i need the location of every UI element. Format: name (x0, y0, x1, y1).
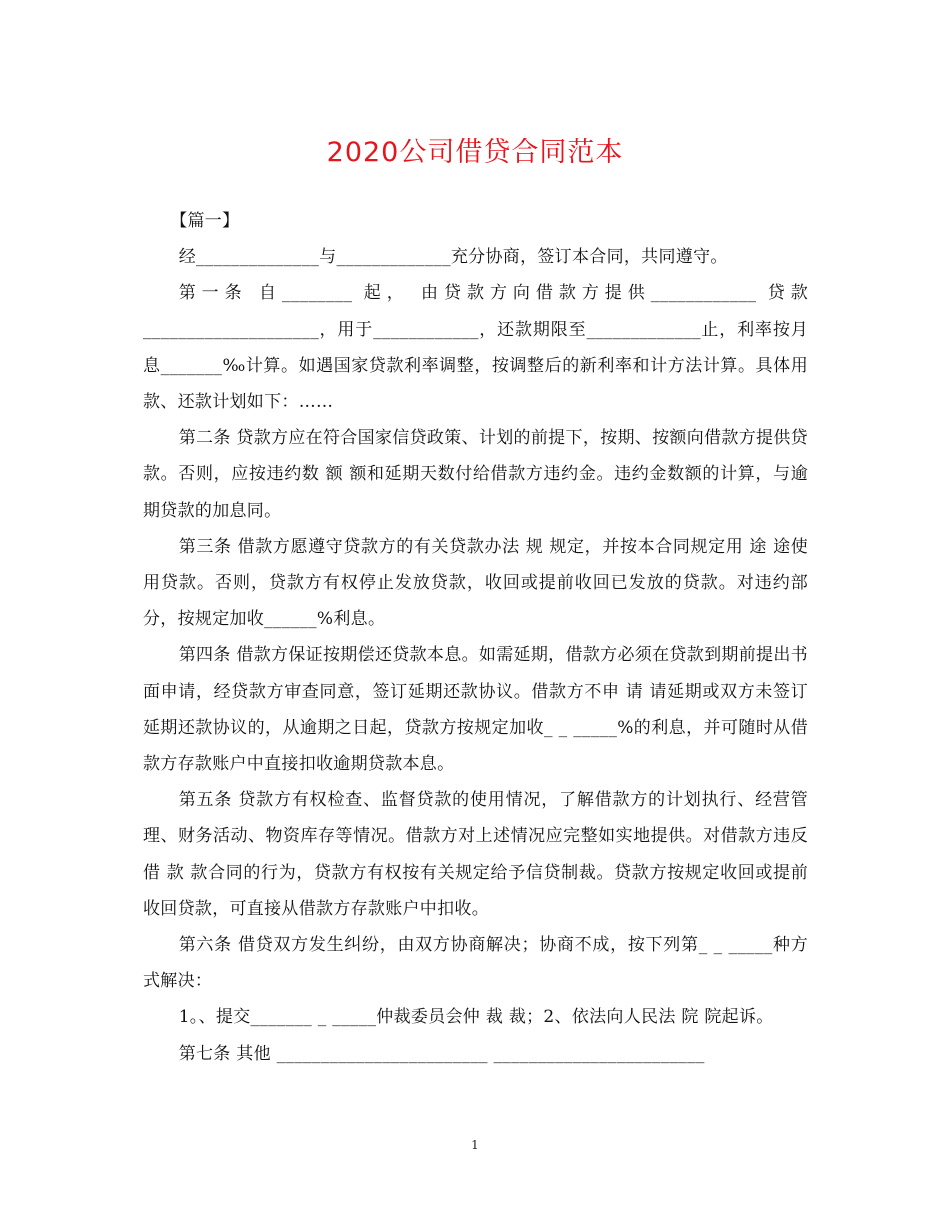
paragraph-intro: 经______________与_____________充分协商，签订本合同，共同遵守。 (178, 247, 728, 268)
paragraph-article-2: 第二条 贷款方应在符合国家信贷政策、计划的前提下，按期、按额向借款方提供贷款。否则，应按违约数 额 额和延期天数付给借款方违约金。违约金数额的计算，与逾期贷款的加息同。 (143, 428, 808, 521)
page-number: 1 (471, 1138, 479, 1152)
paragraph-article-4: 第四条 借款方保证按期偿还贷款本息。如需延期，借款方必须在贷款到期前提出书面申请，经贷款方审查同意，签订延期还款协议。借款方不申 请 请延期或双方未签订延期还款协议的，从逾期之日起，贷款方按规定加收_ _ _____%的利息，并可随时从借款方存款账户中直接扣收逾期贷款本息。 (143, 645, 808, 775)
document-title: 2020公司借贷合同范本 (326, 137, 624, 168)
paragraph-article-3: 第三条 借款方愿遵守贷款方的有关贷款办法 规 规定，并按本合同规定用 途 途使用贷款。否则，贷款方有权停止发放贷款，收回或提前收回已发放的贷款。对违约部分，按规定加收______%利息。 (143, 536, 808, 630)
paragraph-article-6: 第六条 借贷双方发生纠纷，由双方协商解决；协商不成，按下列第_ _ _____种方式解决： (143, 935, 808, 992)
section-label: 【篇一】 (170, 211, 240, 231)
paragraph-dispute-options: 1。、提交_______ _ _____仲裁委员会仲 裁 裁；2、依法向人民法 院 院起诉。 (178, 1007, 774, 1028)
paragraph-article-5: 第五条 贷款方有权检查、监督贷款的使用情况，了解借款方的计划执行、经营管理、财务活动、物资库存等情况。借款方对上述情况应完整如实地提供。对借款方违反借 款 款合同的行为，贷款方有权按有关规定给予信贷制裁。贷款方按规定收回或提前收回贷款，可直接从借款方存款账户中扣收。 (143, 790, 808, 919)
document-body (143, 203, 808, 1072)
paragraph-article-1: 第一条 自________ 起， 由贷款方向借款方提供____________ 贷款____________________，用于____________，还款期限至_____________止，利率按月息_______‰计算。如遇国家贷款利率调整，按调整后的新利率和计方法计算。具体用款、还款计划如下：…… (143, 283, 808, 413)
paragraph-article-7: 第七条 其他 ________________________ ________________________ (178, 1043, 705, 1064)
